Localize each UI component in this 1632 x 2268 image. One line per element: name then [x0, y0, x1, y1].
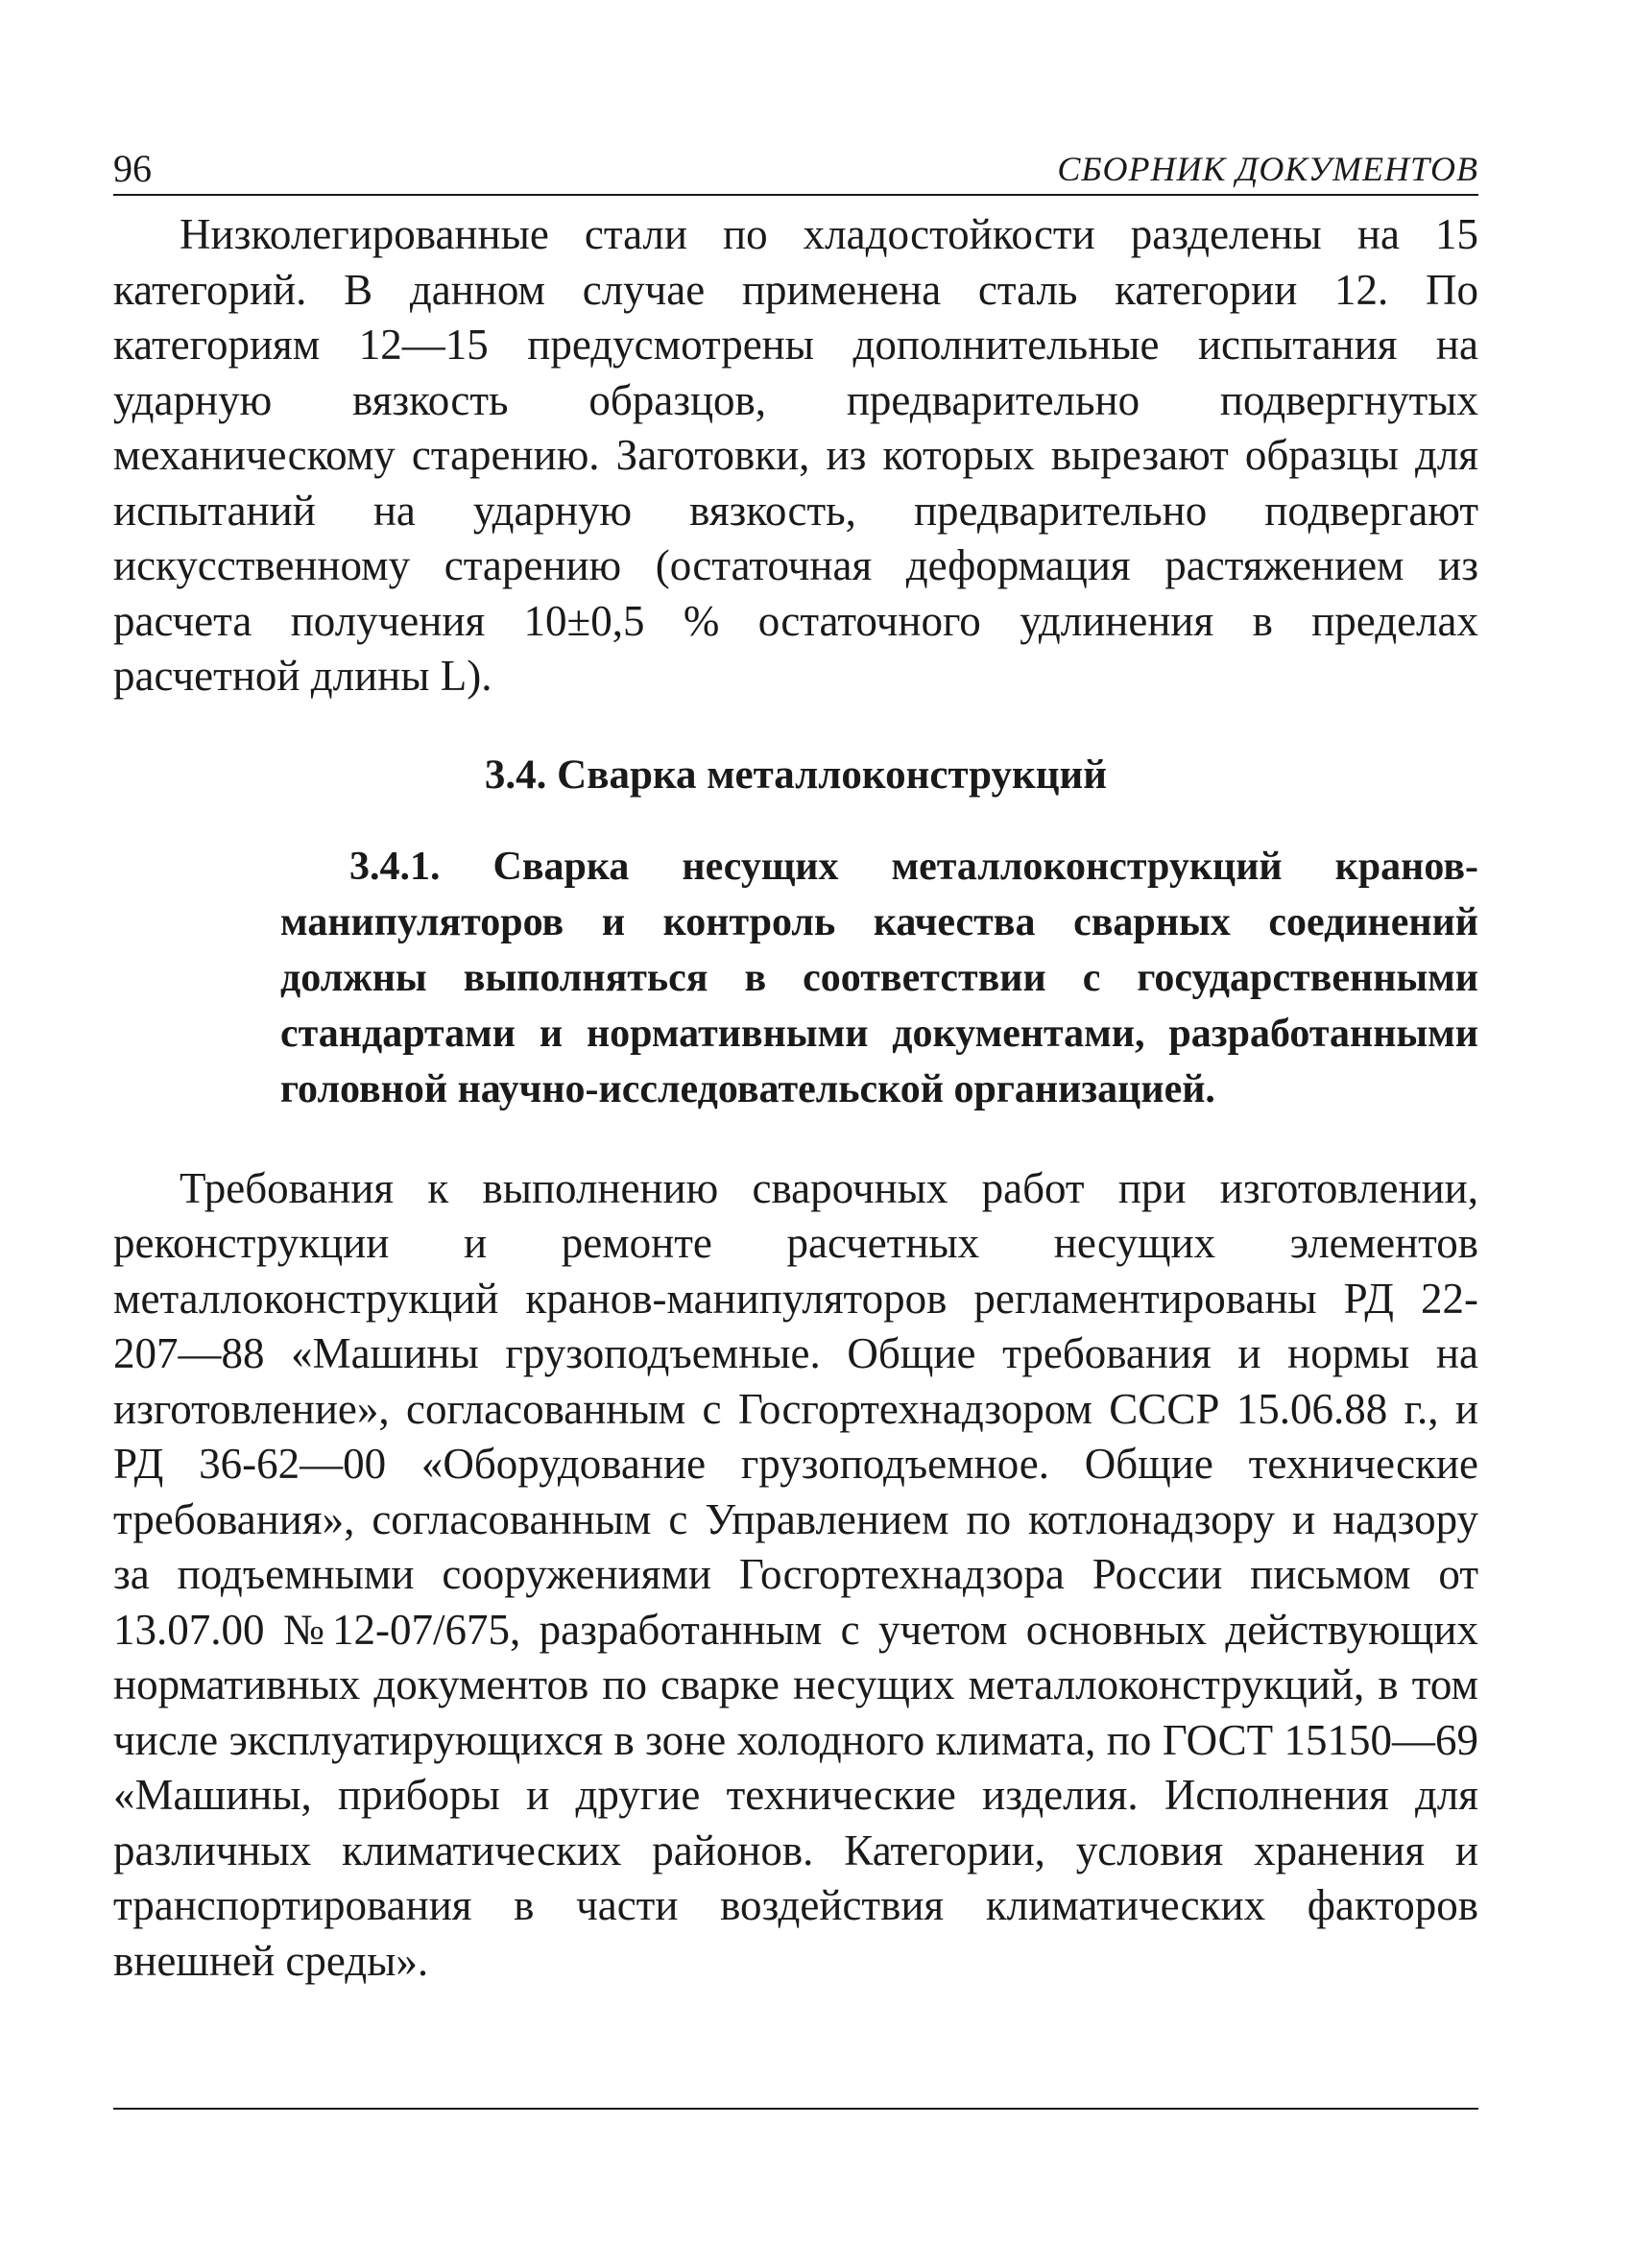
paragraph-cold-resistance: Низколегированные стали по хладостойкости разделены на 15 категорий. В данном случае применена сталь категории 12. По категориям 12—15 предусмотрены дополнительные испытания на ударную вязкость образцов, предварительно подвергнутых механическому старению. Заготовки, из которых вырезают образцы для испытаний на ударную вязкость, предварительно подвергают искусственному старению (остаточная деформация растяжением из расчета получения 10±0,5 % остаточного удлинения в пределах расчетной длины L).	[113, 210, 1478, 700]
document-page	[113, 144, 1478, 1989]
section-heading: 3.4. Сварка металлоконструкций	[484, 752, 1108, 798]
paragraph-welding-requirements: Требования к выполнению сварочных работ при изготовлении, реконструкции и ремонте расчетных несущих элементов металлоконструкций кранов-манипуляторов регламентированы РД 22-207—88 «Машины грузоподъемные. Общие требования и нормы на изготовление», согласованным с Госгортехнадзором СССР 15.06.88 г., и РД 36-62—00 «Оборудование грузоподъемное. Общие технические требования», согласованным с Управлением по котлонадзору и надзору за подъемными сооружениями Госгортехнадзора России письмом от 13.07.00 №12-07/675, разработанным с учетом основных действующих нормативных документов по сварке несущих металлоконструкций, в том числе эксплуатирующихся в зоне холодного климата, по ГОСТ 15150—69 «Машины, приборы и другие технические изделия. Исполнения для различных климатических районов. Категории, условия хранения и транспортирования в части воздействия климатических факторов внешней среды».	[113, 1163, 1478, 1985]
clause-3-4-1: 3.4.1. Сварка несущих металлоконструкций кранов-манипуляторов и контроль качества сварных соединений должны выполняться в соответствии с государственными стандартами и нормативными документами, разработанными головной научно-исследовательской организацией.	[280, 844, 1478, 1111]
page-number: 96	[113, 147, 152, 190]
running-head	[113, 144, 1478, 196]
running-head-title: СБОРНИК ДОКУМЕНТОВ	[1057, 150, 1478, 188]
footer-rule	[113, 2108, 1478, 2110]
